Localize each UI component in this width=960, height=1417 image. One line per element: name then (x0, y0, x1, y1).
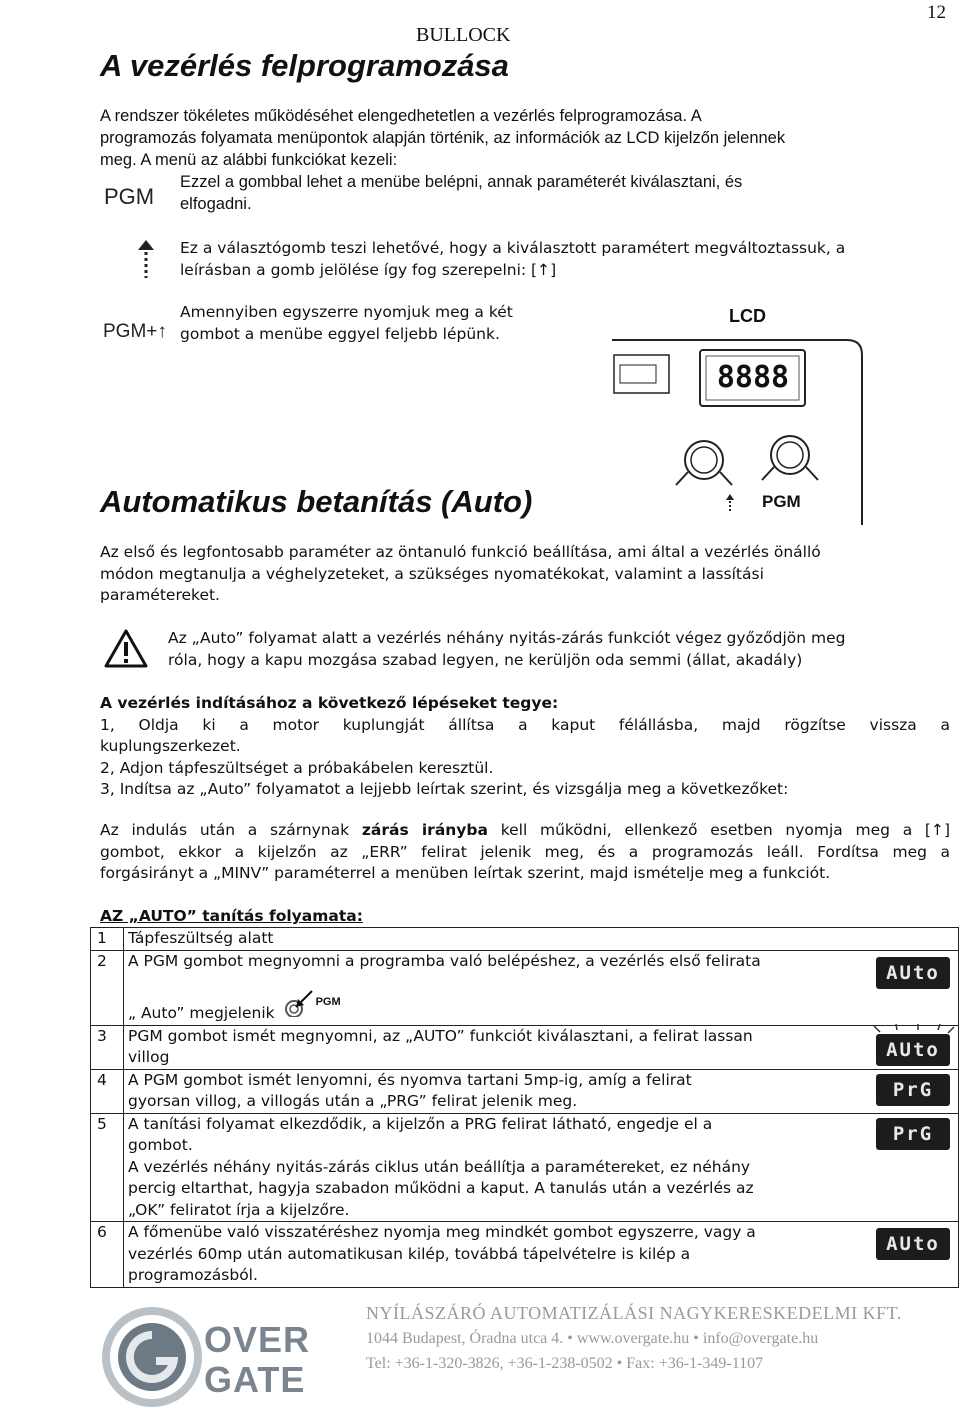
step-text (124, 928, 867, 951)
para-bold: zárás irányba (361, 821, 488, 839)
table-row (91, 928, 959, 951)
warning-line: róla, hogy a kapu mozgása szabad legyen, ne kerüljön oda semmi (állat, akadály) (168, 650, 803, 669)
page-number: 12 (927, 2, 946, 23)
step-text-line: Tápfeszültség alatt (128, 929, 274, 947)
step-text-line: PGM gombot ismét megnyomni, az „AUTO” funkciót kiválasztani, a felirat lassan (128, 1026, 753, 1045)
para-line (100, 820, 950, 842)
table-row (91, 950, 959, 1025)
step-line: 1, Oldja ki a motor kuplungját állítsa a kaput félállásba, majd rögzítse vissza a (100, 715, 950, 734)
step-text-line-wrap (128, 996, 862, 1025)
warning-icon (104, 628, 148, 668)
steps-heading: A vezérlés indításához a következő lépéseket tegye: (100, 694, 559, 712)
step-number: 3 (91, 1025, 124, 1069)
step-text (124, 1222, 867, 1288)
warning-line: Az „Auto” folyamat alatt a vezérlés néhány nyitás-zárás funkciót végez győződjön meg (168, 629, 846, 647)
step-text-line: „OK” feliratot írja a kijelzőre. (128, 1200, 350, 1219)
step-line: 3, Indítsa az „Auto” folyamatot a lejjebb leírtak szerint, és vizsgálja meg a következőket: (100, 780, 789, 798)
pgm-press-icon (280, 996, 350, 1023)
lcd-cell (866, 950, 959, 1025)
direction-paragraph (100, 820, 950, 885)
step-text (124, 1025, 867, 1069)
para-line: Az első és legfontosabb paraméter az öntanuló funkció beállítása, ami által a vezérlés önálló (100, 543, 821, 561)
pgm-diagram-label: PGM (762, 492, 801, 511)
lcd-cell (866, 1025, 959, 1069)
step-text (124, 1069, 867, 1113)
step-number: 2 (91, 950, 124, 1025)
warning-text (168, 628, 953, 671)
step-text-line: A PGM gombot megnyomni a programba való belépéshez, a vezérlés első felirata (128, 951, 761, 970)
lcd-display: 8888 (716, 360, 790, 395)
step-number: 6 (91, 1222, 124, 1288)
step-text-line: A főmenübe való visszatéréshez nyomja meg mindkét gombot egyszerre, vagy a (128, 1223, 756, 1241)
pgm-press-label: PGM (315, 996, 341, 1008)
footer-address: 1044 Budapest, Óradna utca 4. • www.overgate.hu • info@overgate.hu (366, 1330, 819, 1347)
table-row (91, 1025, 959, 1069)
overgate-logo (100, 1305, 330, 1410)
lcd-cell (866, 1113, 959, 1222)
auto-steps-table (90, 927, 959, 1288)
step-text-line: A vezérlés néhány nyitás-zárás ciklus után beállítja a paramétereket, ez néhány (128, 1157, 751, 1176)
step-text-line: percig eltarthat, hagyja szabadon működni a kaput. A tanulás után a vezérlés az (128, 1179, 754, 1197)
step-text-line: villog (128, 1048, 170, 1066)
combo-label: PGM+ (103, 321, 158, 342)
table-row (91, 1113, 959, 1222)
para-line: gombot, ekkor a kijelzőn az „ERR” felirat jelenik meg, és a programozás leáll. Fordítsa meg a (100, 842, 950, 861)
section-title-programming: A vezérlés felprogramozása (100, 48, 509, 83)
table-row (91, 1069, 959, 1113)
intro-line: A rendszer tökéletes működéséhet elengedhetetlen a vezérlés felprogramozása. A (100, 107, 702, 125)
brand-header: BULLOCK (416, 24, 511, 46)
table-row (91, 1222, 959, 1288)
step-text (124, 950, 867, 1025)
auto-intro-paragraph (100, 542, 950, 607)
step-text-line: vezérlés 60mp után automatikusan kilép, továbbá tápelvételre is kilép a (128, 1244, 691, 1263)
lcd-label: LCD (729, 306, 766, 326)
pgm-button-icon: PGM (104, 184, 155, 209)
step-text-line: gombot. (128, 1136, 193, 1154)
table-heading: AZ „AUTO” tanítás folyamata: (100, 907, 363, 925)
step-number: 1 (91, 928, 124, 951)
pgm-desc-line: elfogadni. (180, 195, 252, 213)
lcd-cell (866, 1069, 959, 1113)
combo-desc-line: gombot a menübe eggyel feljebb lépünk. (180, 324, 500, 343)
lcd-auto-display: AUto (876, 957, 950, 989)
pgm-desc-line: Ezzel a gombbal lehet a menübe belépni, annak paraméterét kiválasztani, és (180, 173, 743, 191)
pgm-description (180, 171, 742, 215)
intro-line: meg. A menü az alábbi funkciókat kezeli: (100, 151, 398, 169)
footer-phones: Tel: +36-1-320-3826, +36-1-238-0502 • Fax: +36-1-349-1107 (366, 1355, 764, 1372)
step-number: 4 (91, 1069, 124, 1113)
step-text-line: A tanítási folyamat elkezdődik, a kijelzőn a PRG felirat látható, engedje el a (128, 1114, 713, 1133)
up-arrow-icon (136, 240, 156, 280)
logo-g-icon (100, 1305, 210, 1410)
combo-desc-line: Amennyiben egyszerre nyomjuk meg a két (180, 303, 513, 321)
footer-company: NYÍLÁSZÁRÓ AUTOMATIZÁLÁSI NAGYKERESKEDELMI KFT. (366, 1303, 902, 1323)
step-text-line: gyorsan villog, a villogás után a „PRG” felirat jelenik meg. (128, 1092, 578, 1110)
combo-description (180, 302, 513, 345)
control-panel-diagram (612, 300, 872, 525)
steps-block (100, 693, 950, 801)
logo-text-gate: GATE (204, 1359, 306, 1400)
lcd-prg-display: PrG (876, 1118, 950, 1150)
logo-text-over: OVER (204, 1319, 311, 1360)
step-text (124, 1113, 867, 1222)
para-line: forgásirányt a „MINV” paraméterrel a menüben leírtak szerint, majd ismételje meg a funkciót. (100, 864, 831, 882)
pgm-plus-up-icon: PGM+↑ (103, 321, 167, 342)
step-text-line: A PGM gombot ismét lenyomni, és nyomva tartani 5mp-ig, amíg a felirat (128, 1070, 692, 1089)
para-line: paramétereket. (100, 586, 220, 604)
section-title-auto: Automatikus betanítás (Auto) (100, 484, 533, 519)
lcd-prg-display: PrG (876, 1074, 950, 1106)
up-desc-line: leírásban a gomb jelölése így fog szerepelni: [↑] (180, 260, 557, 279)
step-line: 2, Adjon tápfeszültséget a próbakábelen keresztül. (100, 758, 494, 777)
intro-paragraph (100, 105, 950, 171)
para-text: Az indulás után a szárnynak (100, 821, 362, 839)
up-desc-line: Ez a választógomb teszi lehetővé, hogy a kiválasztott paramétert megváltoztassuk, a (180, 239, 846, 257)
lcd-cell (866, 928, 959, 951)
step-number: 5 (91, 1113, 124, 1222)
lcd-auto-blink-display: AUto (876, 1034, 950, 1066)
para-text: kell működni, ellenkező esetben nyomja meg a [↑] (487, 821, 951, 839)
lcd-cell (866, 1222, 959, 1288)
intro-line: programozás folyamata menüpontok alapján történik, az információk az LCD kijelzőn jelennek (100, 129, 786, 147)
para-line: módon megtanulja a véghelyzeteket, a szükséges nyomatékokat, valamint a lassítási (100, 564, 764, 583)
step-text-line: „ Auto” megjelenik (128, 1004, 275, 1022)
lcd-auto-display: AUto (876, 1228, 950, 1260)
step-line: kuplungszerkezet. (100, 737, 241, 755)
step-text-line: programozásból. (128, 1266, 258, 1284)
up-button-description (180, 238, 845, 281)
